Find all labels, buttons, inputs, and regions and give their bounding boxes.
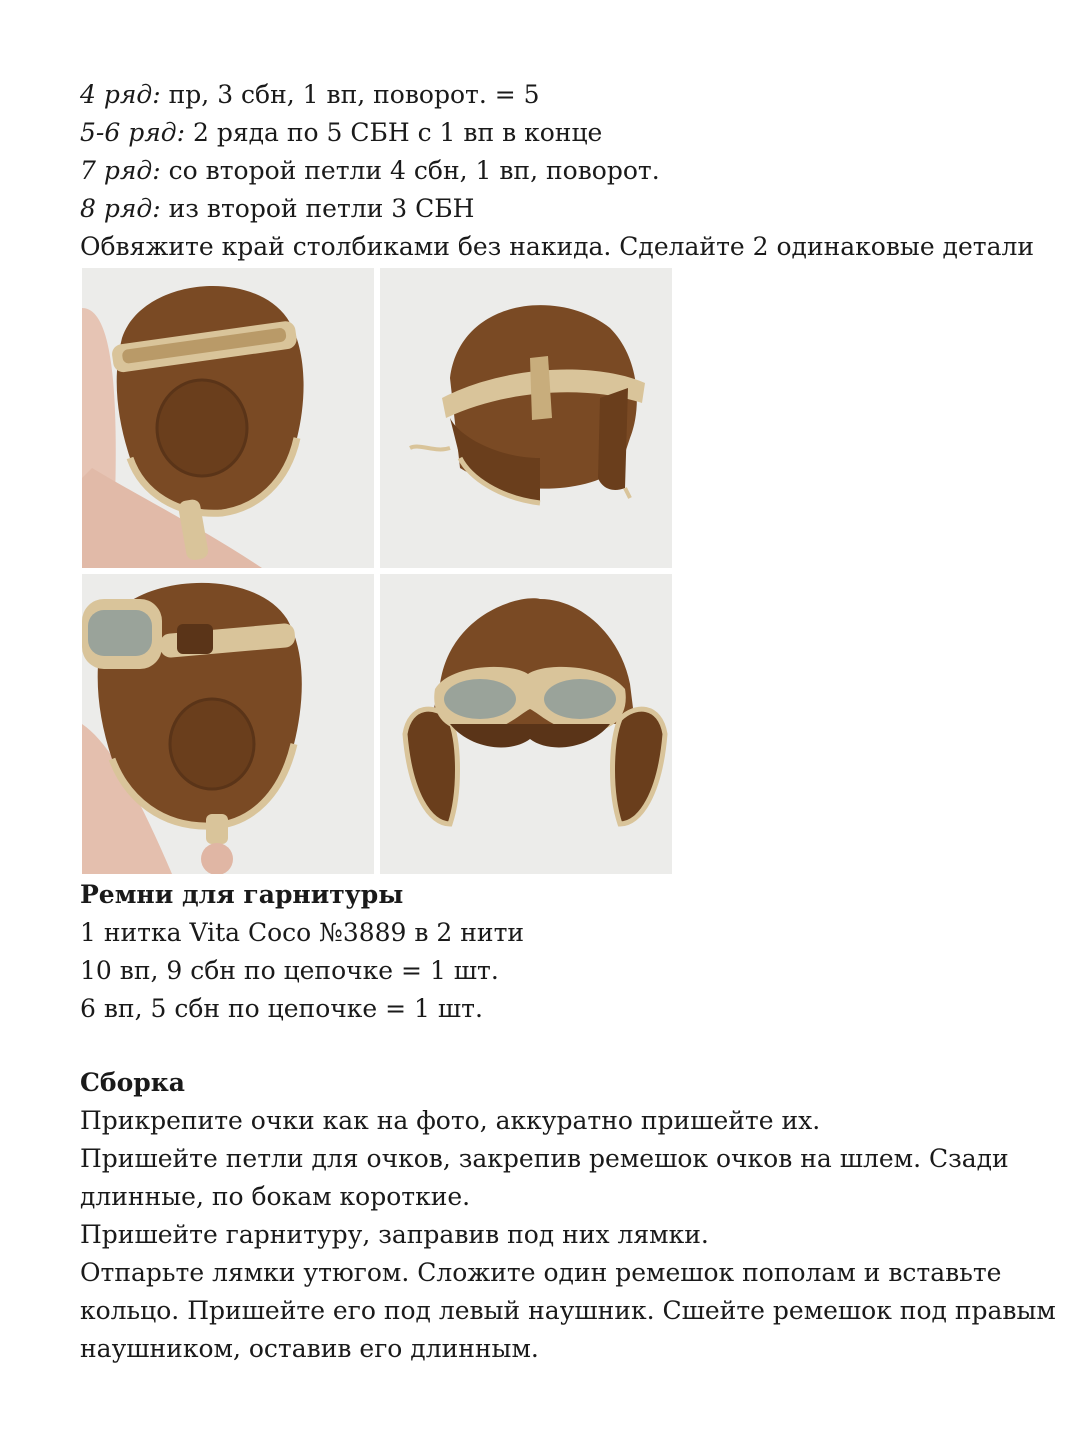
straps-line-1: 1 нитка Vita Coco №3889 в 2 нити bbox=[80, 918, 525, 947]
row-5-6 bbox=[80, 114, 1060, 152]
crochet-helmet-back-icon bbox=[380, 268, 672, 568]
assembly-paragraph-4: Отпарьте лямки утюгом. Сложите один ремешок пополам и вставьте кольцо. Пришейте его под левый наушник. Сшейте ремешок под правым наушником, оставив его длинным. bbox=[80, 1258, 1056, 1363]
row-label: 8 ряд: bbox=[80, 194, 161, 223]
straps-section bbox=[80, 876, 1060, 1028]
crochet-helmet-side-in-hand-icon bbox=[82, 268, 374, 568]
row-label: 7 ряд: bbox=[80, 156, 161, 185]
row-label: 5-6 ряд: bbox=[80, 118, 186, 147]
crochet-helmet-with-goggles-side-icon bbox=[82, 574, 374, 874]
edge-note: Обвяжите край столбиками без накида. Сделайте 2 одинаковые детали bbox=[80, 232, 1035, 261]
photo-grid bbox=[82, 268, 672, 872]
rows-instructions bbox=[80, 76, 1060, 266]
assembly-paragraph-2: Пришейте петли для очков, закрепив ремешок очков на шлем. Сзади длинные, по бокам короткие. bbox=[80, 1144, 1009, 1211]
row-8 bbox=[80, 190, 1060, 228]
assembly-paragraph-3: Пришейте гарнитуру, заправив под них лямки. bbox=[80, 1220, 709, 1249]
row-7 bbox=[80, 152, 1060, 190]
straps-heading: Ремни для гарнитуры bbox=[80, 880, 404, 909]
row-text: пр, 3 сбн, 1 вп, поворот. = 5 bbox=[160, 80, 540, 109]
row-text: со второй петли 4 сбн, 1 вп, поворот. bbox=[160, 156, 660, 185]
straps-line-2: 10 вп, 9 сбн по цепочке = 1 шт. bbox=[80, 956, 499, 985]
photo-helmet-back bbox=[380, 268, 672, 568]
photo-helmet-side-in-hand bbox=[82, 268, 374, 568]
assembly-heading: Сборка bbox=[80, 1068, 185, 1097]
row-label: 4 ряд: bbox=[80, 80, 161, 109]
photo-helmet-goggles-side bbox=[82, 574, 374, 874]
crochet-helmet-with-goggles-front-icon bbox=[380, 574, 672, 874]
straps-line-3: 6 вп, 5 сбн по цепочке = 1 шт. bbox=[80, 994, 483, 1023]
row-4 bbox=[80, 76, 1060, 114]
row-text: из второй петли 3 СБН bbox=[160, 194, 475, 223]
assembly-section bbox=[80, 1064, 1060, 1368]
row-text: 2 ряда по 5 СБН с 1 вп в конце bbox=[185, 118, 603, 147]
assembly-paragraph-1: Прикрепите очки как на фото, аккуратно пришейте их. bbox=[80, 1106, 821, 1135]
photo-helmet-goggles-front bbox=[380, 574, 672, 874]
